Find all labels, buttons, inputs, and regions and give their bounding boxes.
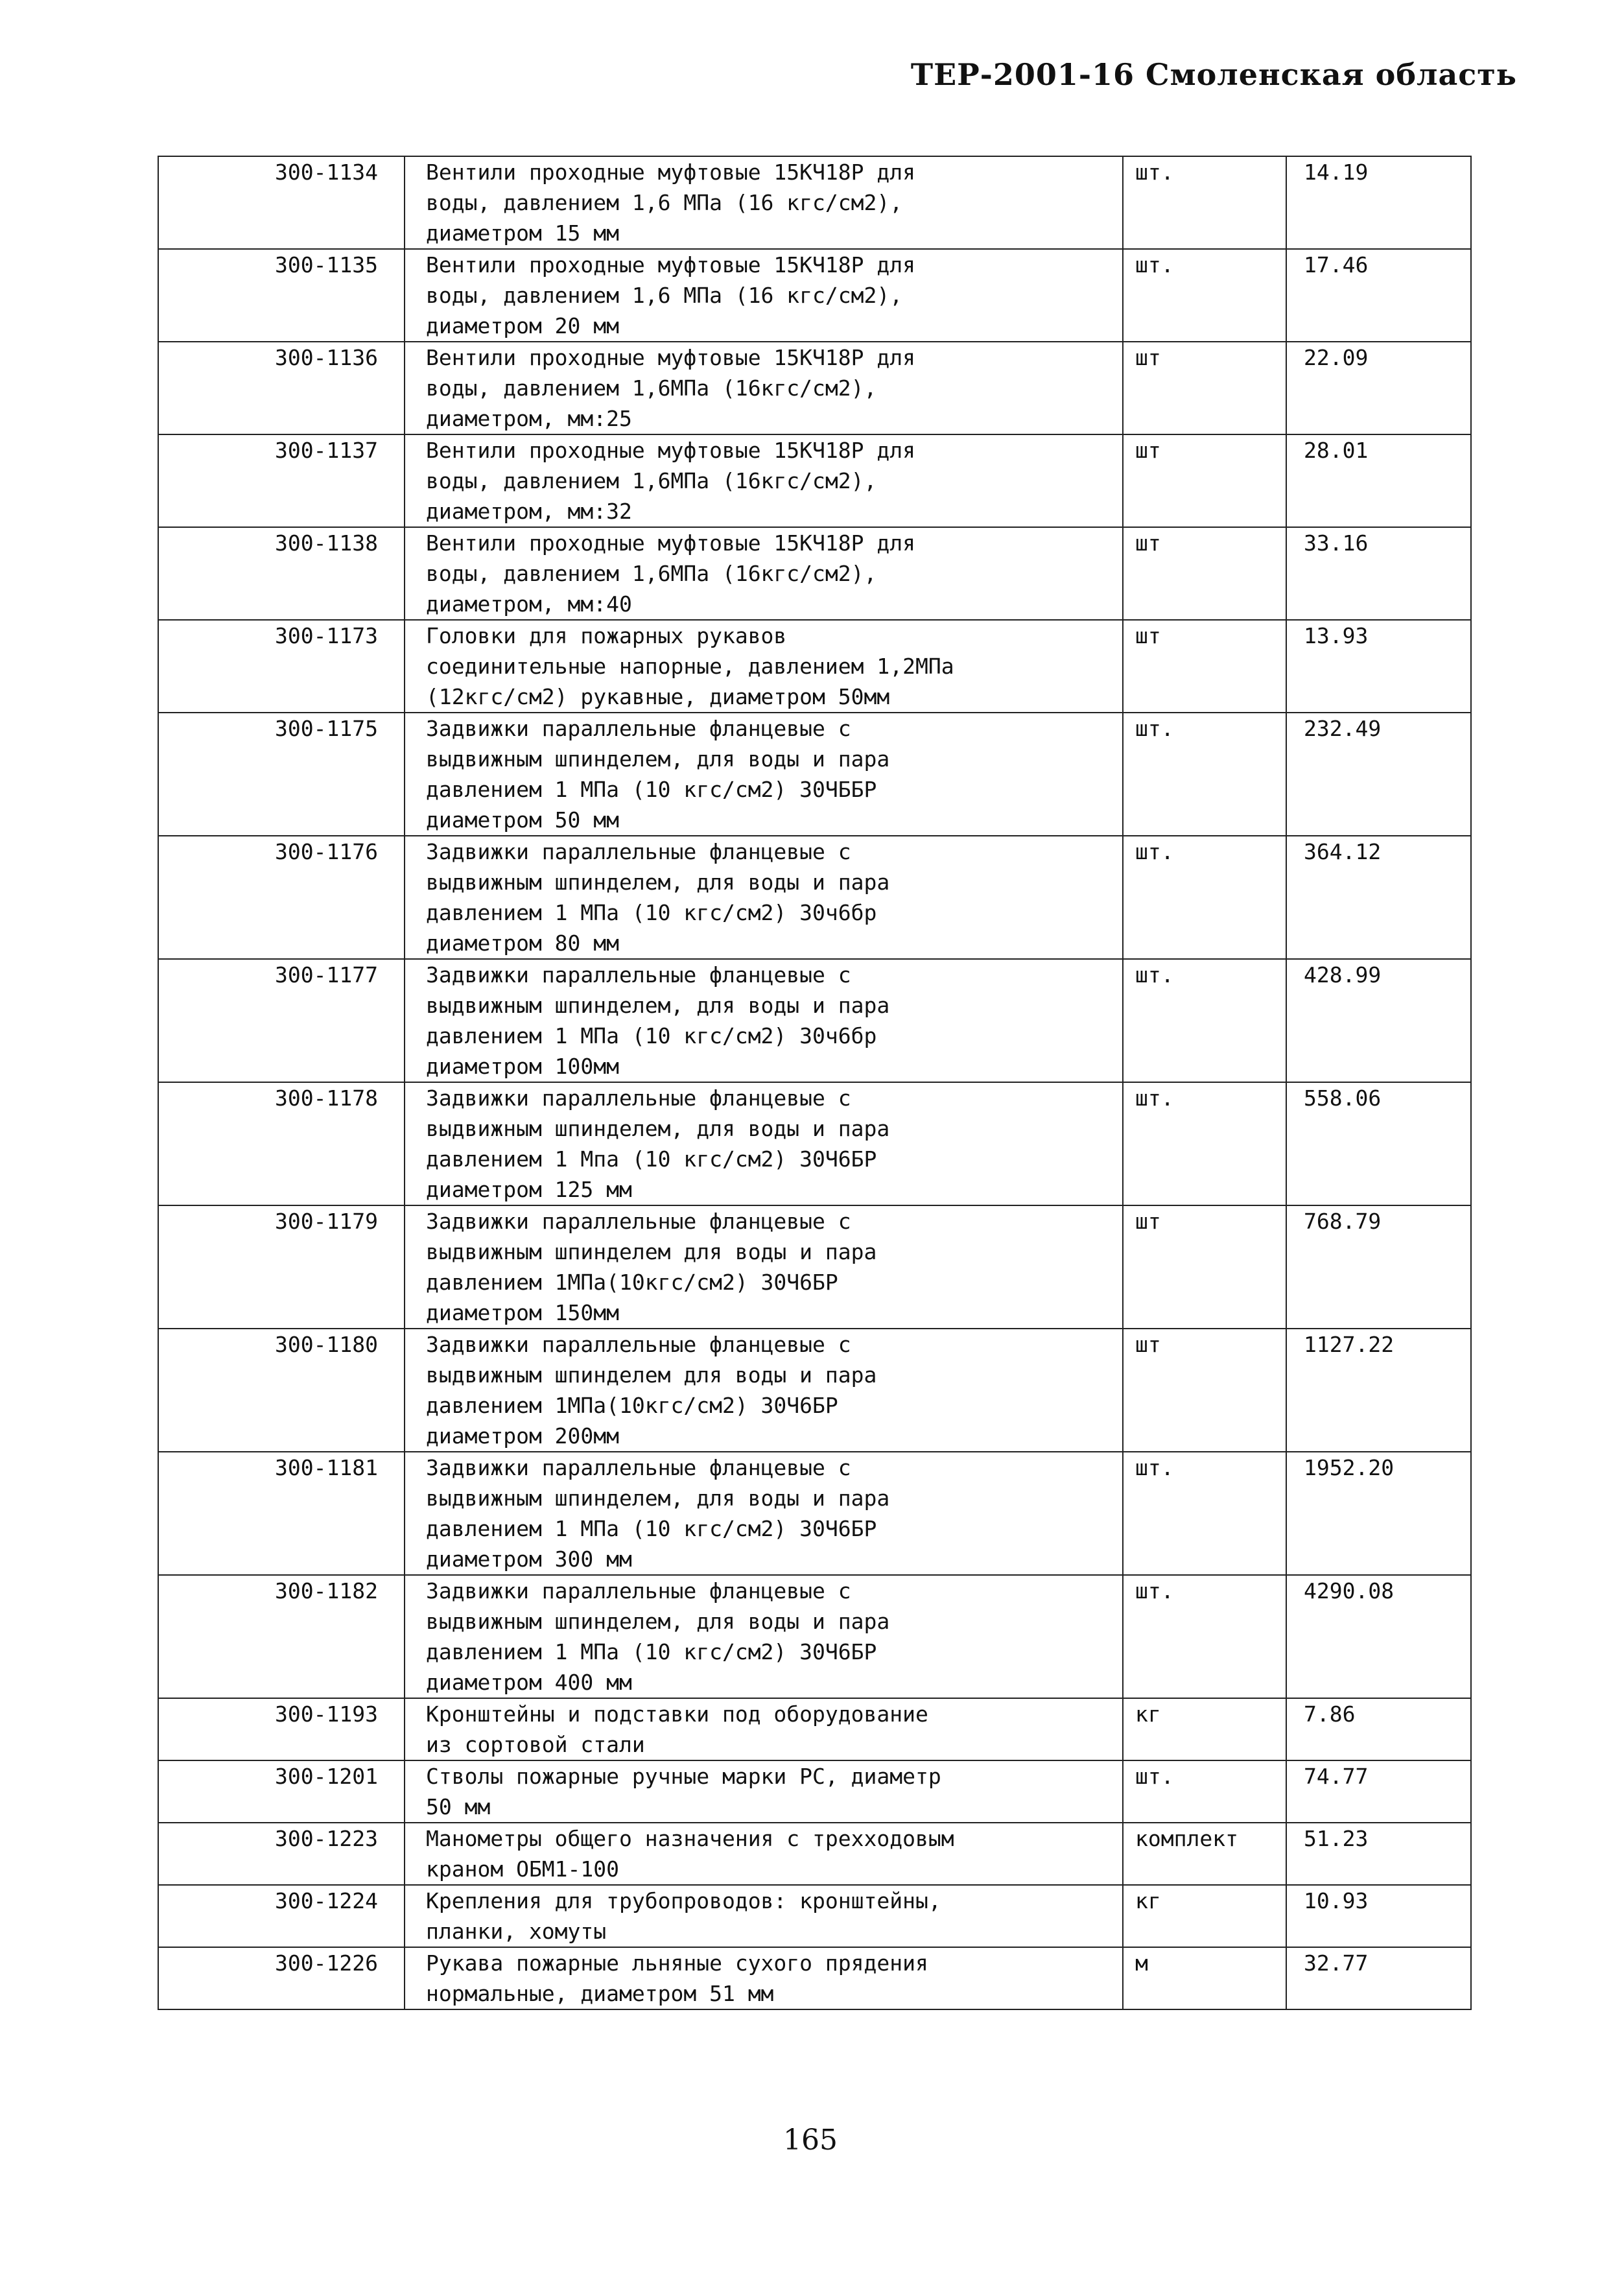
table-row	[158, 1760, 1471, 1823]
cell-name-line: (12кгс/см2) рукавные, диаметром 50мм	[426, 684, 890, 709]
cell-name-line: воды, давлением 1,6МПа (16кгс/см2),	[426, 468, 877, 493]
cell-name-line: диаметром 125 мм	[426, 1177, 632, 1202]
cell-code: 300-1176	[158, 836, 405, 959]
price-table	[158, 156, 1472, 2010]
cell-name	[405, 249, 1123, 342]
cell-price: 1952.20	[1286, 1452, 1471, 1575]
cell-unit: шт.	[1123, 1452, 1286, 1575]
cell-price: 14.19	[1286, 156, 1471, 249]
cell-name-line: выдвижным шпинделем, для воды и пара	[426, 746, 890, 772]
cell-name	[405, 527, 1123, 620]
table-row	[158, 1082, 1471, 1205]
cell-unit: шт.	[1123, 1575, 1286, 1698]
cell-name-line: диаметром 15 мм	[426, 220, 620, 246]
cell-price: 33.16	[1286, 527, 1471, 620]
cell-name-line: диаметром 50 мм	[426, 807, 620, 833]
cell-name-line: Вентили проходные муфтовые 15КЧ18Р для	[426, 252, 915, 278]
cell-name-line: диаметром 80 мм	[426, 930, 620, 956]
cell-name	[405, 1329, 1123, 1452]
table-row	[158, 156, 1471, 249]
cell-code: 300-1223	[158, 1823, 405, 1885]
table-row	[158, 1823, 1471, 1885]
cell-name-line: Вентили проходные муфтовые 15КЧ18Р для	[426, 438, 915, 463]
page-header-title: ТЕР-2001-16 Смоленская область	[910, 57, 1517, 92]
cell-name-line: выдвижным шпинделем, для воды и пара	[426, 993, 890, 1018]
table-row	[158, 1329, 1471, 1452]
cell-name	[405, 620, 1123, 713]
cell-code: 300-1193	[158, 1698, 405, 1760]
cell-name-line: давлением 1 МПа (10 кгс/см2) 30ч6бр	[426, 1023, 877, 1048]
cell-name-line: Вентили проходные муфтовые 15КЧ18Р для	[426, 345, 915, 370]
cell-name-line: воды, давлением 1,6МПа (16кгс/см2),	[426, 375, 877, 401]
table-row	[158, 249, 1471, 342]
cell-unit: шт.	[1123, 713, 1286, 836]
cell-name	[405, 1698, 1123, 1760]
cell-code: 300-1134	[158, 156, 405, 249]
cell-name-line: выдвижным шпинделем, для воды и пара	[426, 870, 890, 895]
cell-name-line: диаметром 300 мм	[426, 1546, 632, 1572]
cell-price: 13.93	[1286, 620, 1471, 713]
cell-price: 74.77	[1286, 1760, 1471, 1823]
cell-price: 768.79	[1286, 1205, 1471, 1329]
table-row	[158, 1452, 1471, 1575]
cell-name-line: диаметром, мм:25	[426, 406, 632, 431]
cell-name-line: выдвижным шпинделем для воды и пара	[426, 1239, 877, 1264]
cell-unit: кг	[1123, 1885, 1286, 1947]
cell-name	[405, 1205, 1123, 1329]
table-row	[158, 1947, 1471, 2009]
cell-name-line: соединительные напорные, давлением 1,2МПа	[426, 654, 954, 679]
cell-name-line: давлением 1 МПа (10 кгс/см2) 30ч6бр	[426, 900, 877, 925]
cell-name-line: давлением 1 МПа (10 кгс/см2) 30Ч6БР	[426, 1516, 877, 1541]
cell-name-line: воды, давлением 1,6МПа (16кгс/см2),	[426, 561, 877, 586]
cell-price: 51.23	[1286, 1823, 1471, 1885]
table-row	[158, 620, 1471, 713]
cell-name-line: диаметром 150мм	[426, 1300, 620, 1325]
cell-name-line: Задвижки параллельные фланцевые с	[426, 962, 851, 988]
table-row	[158, 1205, 1471, 1329]
cell-name-line: Вентили проходные муфтовые 15КЧ18Р для	[426, 160, 915, 185]
cell-name-line: краном ОБМ1-100	[426, 1856, 620, 1882]
cell-code: 300-1178	[158, 1082, 405, 1205]
cell-name	[405, 156, 1123, 249]
cell-code: 300-1177	[158, 959, 405, 1082]
cell-name	[405, 1885, 1123, 1947]
cell-name-line: диаметром, мм:32	[426, 499, 632, 524]
table-row	[158, 342, 1471, 434]
cell-name-line: Задвижки параллельные фланцевые с	[426, 716, 851, 741]
price-table-body	[158, 156, 1471, 2009]
cell-unit: шт	[1123, 1205, 1286, 1329]
cell-name	[405, 1947, 1123, 2009]
cell-code: 300-1181	[158, 1452, 405, 1575]
cell-name-line: Задвижки параллельные фланцевые с	[426, 1085, 851, 1111]
page-number: 165	[783, 2124, 838, 2157]
cell-name-line: нормальные, диаметром 51 мм	[426, 1981, 774, 2006]
cell-name	[405, 1575, 1123, 1698]
cell-name	[405, 713, 1123, 836]
cell-price: 7.86	[1286, 1698, 1471, 1760]
cell-name-line: диаметром 200мм	[426, 1423, 620, 1449]
cell-name-line: диаметром 400 мм	[426, 1670, 632, 1695]
table-row	[158, 527, 1471, 620]
cell-name	[405, 1452, 1123, 1575]
cell-code: 300-1182	[158, 1575, 405, 1698]
cell-price: 232.49	[1286, 713, 1471, 836]
cell-unit: комплект	[1123, 1823, 1286, 1885]
table-row	[158, 959, 1471, 1082]
cell-code: 300-1201	[158, 1760, 405, 1823]
cell-name-line: воды, давлением 1,6 МПа (16 кгс/см2),	[426, 190, 903, 215]
cell-code: 300-1224	[158, 1885, 405, 1947]
cell-unit: шт.	[1123, 1082, 1286, 1205]
cell-price: 4290.08	[1286, 1575, 1471, 1698]
cell-code: 300-1135	[158, 249, 405, 342]
table-row	[158, 836, 1471, 959]
cell-name-line: 50 мм	[426, 1794, 491, 1819]
cell-name-line: планки, хомуты	[426, 1919, 607, 1944]
cell-name-line: выдвижным шпинделем, для воды и пара	[426, 1609, 890, 1634]
cell-name-line: Головки для пожарных рукавов	[426, 623, 787, 648]
cell-unit: шт.	[1123, 249, 1286, 342]
cell-price: 22.09	[1286, 342, 1471, 434]
cell-name-line: Задвижки параллельные фланцевые с	[426, 1332, 851, 1357]
cell-price: 32.77	[1286, 1947, 1471, 2009]
cell-name	[405, 1760, 1123, 1823]
cell-name-line: давлением 1МПа(10кгс/см2) 30Ч6БР	[426, 1393, 838, 1418]
cell-price: 1127.22	[1286, 1329, 1471, 1452]
cell-unit: шт.	[1123, 959, 1286, 1082]
cell-name-line: Задвижки параллельные фланцевые с	[426, 1209, 851, 1234]
cell-name-line: диаметром 20 мм	[426, 313, 620, 338]
cell-unit: кг	[1123, 1698, 1286, 1760]
cell-name	[405, 836, 1123, 959]
cell-name	[405, 1823, 1123, 1885]
cell-unit: шт	[1123, 527, 1286, 620]
cell-name-line: Стволы пожарные ручные марки РС, диаметр	[426, 1764, 941, 1789]
cell-name-line: давлением 1 МПа (10 кгс/см2) 30Ч6БР	[426, 1639, 877, 1664]
cell-code: 300-1226	[158, 1947, 405, 2009]
table-row	[158, 1575, 1471, 1698]
cell-name-line: давлением 1 Мпа (10 кгс/см2) 30Ч6БР	[426, 1146, 877, 1172]
cell-name-line: давлением 1 МПа (10 кгс/см2) 30ЧББР	[426, 777, 877, 802]
cell-name-line: Крепления для трубопроводов: кронштейны,	[426, 1888, 941, 1913]
cell-code: 300-1136	[158, 342, 405, 434]
cell-price: 28.01	[1286, 434, 1471, 527]
cell-name-line: Задвижки параллельные фланцевые с	[426, 1578, 851, 1604]
cell-price: 10.93	[1286, 1885, 1471, 1947]
cell-price: 558.06	[1286, 1082, 1471, 1205]
cell-unit: шт.	[1123, 156, 1286, 249]
cell-code: 300-1179	[158, 1205, 405, 1329]
cell-name	[405, 434, 1123, 527]
cell-name-line: Вентили проходные муфтовые 15КЧ18Р для	[426, 530, 915, 556]
cell-price: 17.46	[1286, 249, 1471, 342]
table-row	[158, 1885, 1471, 1947]
cell-code: 300-1173	[158, 620, 405, 713]
cell-code: 300-1138	[158, 527, 405, 620]
cell-name-line: давлением 1МПа(10кгс/см2) 30Ч6БР	[426, 1270, 838, 1295]
cell-name-line: Рукава пожарные льняные сухого прядения	[426, 1950, 928, 1976]
cell-name-line: диаметром, мм:40	[426, 591, 632, 617]
cell-unit: шт.	[1123, 1760, 1286, 1823]
cell-unit: шт	[1123, 342, 1286, 434]
table-row	[158, 713, 1471, 836]
cell-code: 300-1175	[158, 713, 405, 836]
cell-name-line: выдвижным шпинделем, для воды и пара	[426, 1486, 890, 1511]
cell-name-line: воды, давлением 1,6 МПа (16 кгс/см2),	[426, 283, 903, 308]
cell-code: 300-1137	[158, 434, 405, 527]
cell-name-line: Манометры общего назначения с трехходовым	[426, 1826, 954, 1851]
cell-price: 428.99	[1286, 959, 1471, 1082]
cell-name	[405, 959, 1123, 1082]
cell-unit: шт.	[1123, 836, 1286, 959]
cell-name	[405, 342, 1123, 434]
cell-name-line: выдвижным шпинделем для воды и пара	[426, 1362, 877, 1388]
cell-name-line: диаметром 100мм	[426, 1054, 620, 1079]
cell-name-line: Задвижки параллельные фланцевые с	[426, 1455, 851, 1480]
cell-code: 300-1180	[158, 1329, 405, 1452]
cell-name-line: Задвижки параллельные фланцевые с	[426, 839, 851, 864]
cell-name-line: из сортовой стали	[426, 1732, 645, 1757]
cell-name-line: Кронштейны и подставки под оборудование	[426, 1701, 928, 1727]
cell-name-line: выдвижным шпинделем, для воды и пара	[426, 1116, 890, 1141]
cell-unit: шт	[1123, 1329, 1286, 1452]
table-row	[158, 434, 1471, 527]
cell-price: 364.12	[1286, 836, 1471, 959]
cell-unit: шт	[1123, 620, 1286, 713]
cell-name	[405, 1082, 1123, 1205]
table-row	[158, 1698, 1471, 1760]
cell-unit: шт	[1123, 434, 1286, 527]
cell-unit: м	[1123, 1947, 1286, 2009]
